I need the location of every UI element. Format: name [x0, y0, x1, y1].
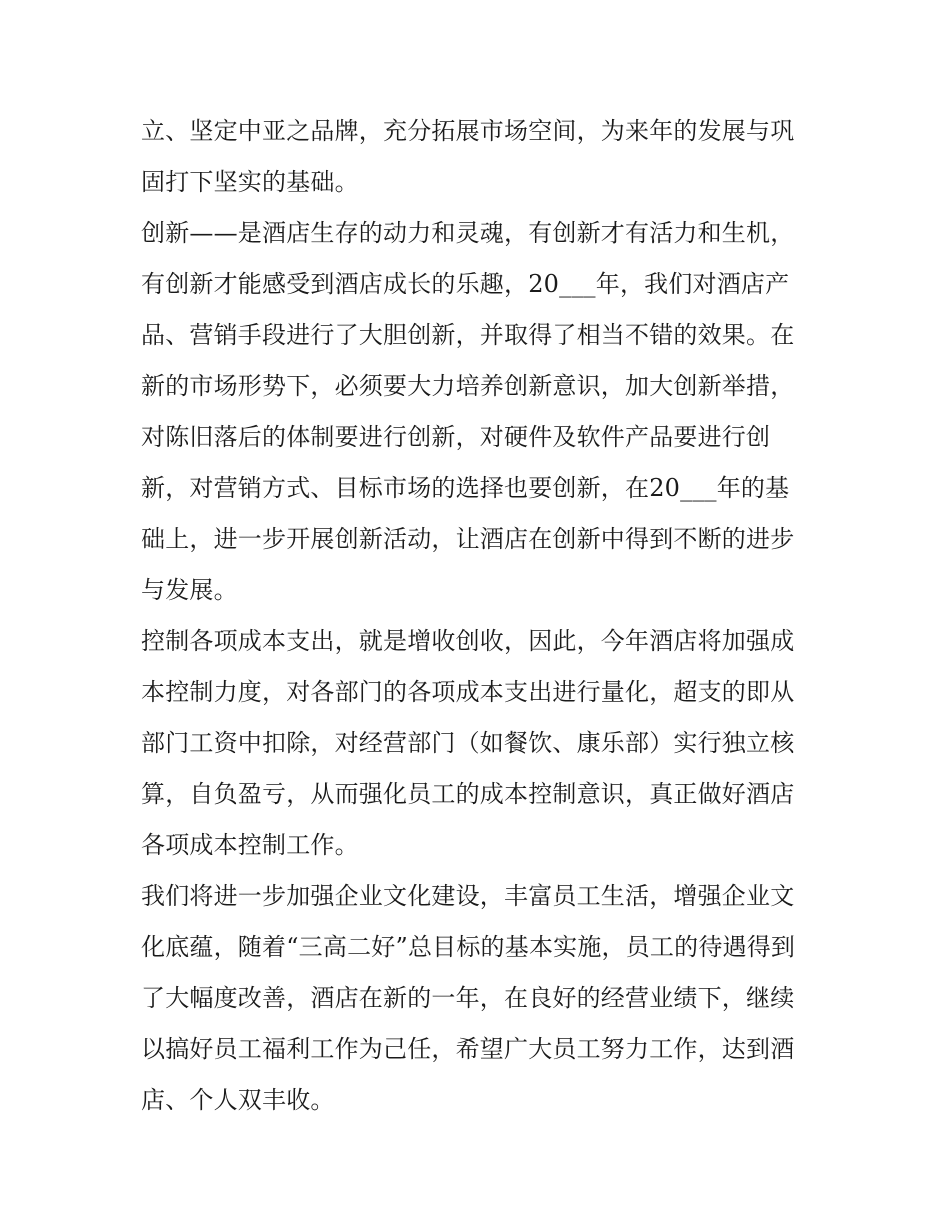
paragraph-innovation: [141, 208, 821, 616]
text-line: 品、营销手段进行了大胆创新，并取得了相当不错的效果。在: [141, 321, 795, 349]
text-line: 对陈旧落后的体制要进行创新，对硬件及软件产品要进行创: [141, 423, 771, 451]
text-line: 部门工资中扣除，对经营部门（如餐饮、康乐部）实行独立核: [141, 729, 795, 757]
paragraph-culture: [141, 871, 821, 1126]
text-line: 固打下坚实的基础。: [141, 168, 359, 196]
text-line: 与发展。: [141, 576, 238, 604]
text-line: 有创新才能感受到酒店成长的乐趣，20___年，我们对酒店产: [141, 270, 790, 298]
text-line: 了大幅度改善，酒店在新的一年，在良好的经营业绩下，继续: [141, 984, 795, 1012]
text-line: 新，对营销方式、目标市场的选择也要创新，在20___年的基: [141, 474, 790, 502]
text-line: 店、个人双丰收。: [141, 1086, 335, 1114]
paragraph-brand: [141, 106, 821, 208]
text-line: 我们将进一步加强企业文化建设，丰富员工生活，增强企业文: [141, 882, 795, 910]
document-body: [141, 106, 821, 1126]
text-line: 本控制力度，对各部门的各项成本支出进行量化，超支的即从: [141, 678, 795, 706]
text-line: 创新——是酒店生存的动力和灵魂，有创新才有活力和生机，: [141, 219, 795, 247]
text-line: 新的市场形势下，必须要大力培养创新意识，加大创新举措，: [141, 372, 795, 400]
text-line: 各项成本控制工作。: [141, 831, 359, 859]
text-line: 算，自负盈亏，从而强化员工的成本控制意识，真正做好酒店: [141, 780, 795, 808]
text-line: 立、坚定中亚之品牌，充分拓展市场空间，为来年的发展与巩: [141, 117, 795, 145]
text-line: 础上，进一步开展创新活动，让酒店在创新中得到不断的进步: [141, 525, 795, 553]
paragraph-cost-control: [141, 616, 821, 871]
text-line: 以搞好员工福利工作为己任，希望广大员工努力工作，达到酒: [141, 1035, 795, 1063]
text-line: 控制各项成本支出，就是增收创收，因此，今年酒店将加强成: [141, 627, 795, 655]
text-line: 化底蕴，随着“三高二好”总目标的基本实施，员工的待遇得到: [141, 933, 796, 961]
